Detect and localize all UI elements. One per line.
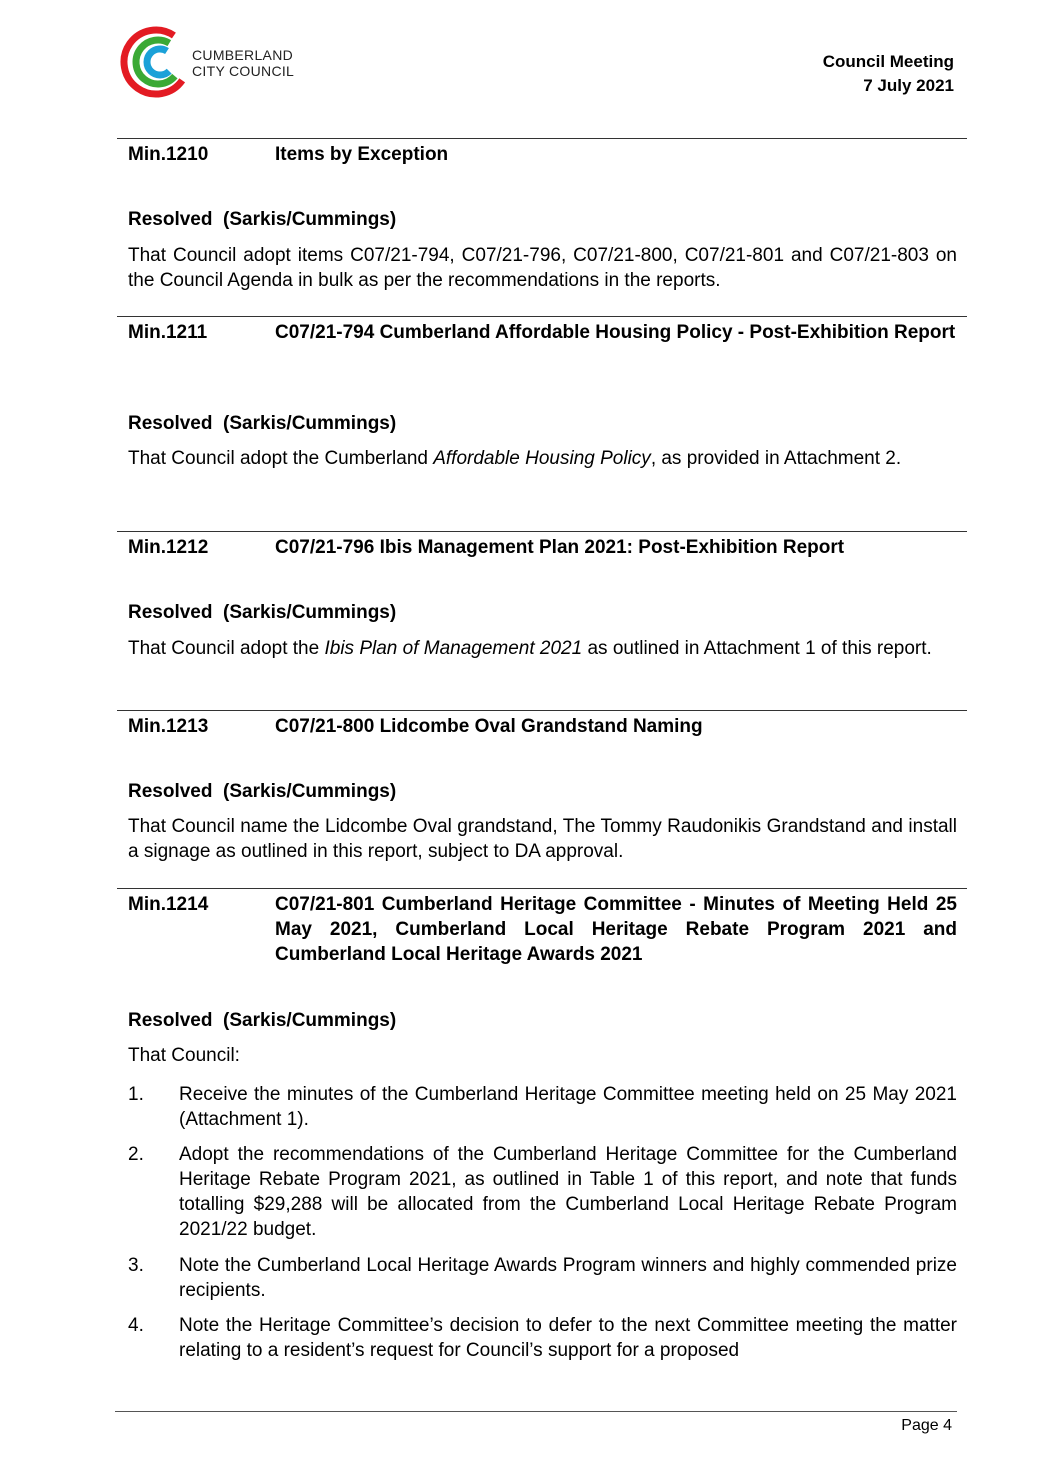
minute-title: C07/21-800 Lidcombe Oval Grandstand Naming xyxy=(275,716,703,737)
logo-wordmark xyxy=(192,47,294,79)
list-number: 4. xyxy=(128,1315,144,1336)
list-text: Receive the minutes of the Cumberland Heritage Committee meeting held on 25 May 2021 (Attachment 1). xyxy=(179,1084,957,1130)
logo-line-1: CUMBERLAND xyxy=(192,47,294,63)
logo-line-2: CITY COUNCIL xyxy=(192,63,295,79)
minute-number: Min.1214 xyxy=(128,894,209,915)
resolution-text xyxy=(128,636,957,661)
list-text: Note the Cumberland Local Heritage Awards Program winners and highly commended prize recipients. xyxy=(179,1255,957,1301)
resolution-text: That Council adopt items C07/21-794, C07/21-796, C07/21-800, C07/21-801 and C07/21-803 on the Council Agenda in bulk as per the recommendations in the reports. xyxy=(128,245,957,291)
minute-title: C07/21-801 Cumberland Heritage Committee - Minutes of Meeting Held 25 May 2021, Cumberland Local Heritage Rebate Program 2021 and Cumberland Local Heritage Awards 2021 xyxy=(275,894,957,965)
minute-number: Min.1210 xyxy=(128,144,209,165)
list-text: Adopt the recommendations of the Cumberland Heritage Committee for the Cumberland Heritage Rebate Program 2021, as outlined in Table 1 of this report, and note that funds totalling $29,288 will be allocated from the Cumberland Local Heritage Rebate Program 2021/22 budget. xyxy=(179,1144,957,1240)
minute-number: Min.1213 xyxy=(128,716,209,737)
list-number: 3. xyxy=(128,1255,144,1276)
minute-title: C07/21-796 Ibis Management Plan 2021: Post-Exhibition Report xyxy=(275,537,845,558)
list-text: Note the Heritage Committee’s decision to defer to the next Committee meeting the matter relating to a resident’s request for Council’s support for a proposed xyxy=(179,1315,957,1361)
council-logo xyxy=(120,22,320,102)
plan-name: Ibis Plan of Management 2021 xyxy=(324,638,583,659)
resolution-text-end: , as provided in Attachment 2. xyxy=(650,448,902,469)
minute-heading-1211 xyxy=(117,316,967,343)
list-item xyxy=(128,1313,957,1363)
minute-heading-1212 xyxy=(117,531,967,558)
meeting-header xyxy=(823,50,954,98)
minute-number: Min.1211 xyxy=(128,322,208,343)
minute-number: Min.1212 xyxy=(128,537,209,558)
footer-divider xyxy=(115,1411,957,1412)
resolved-label: Resolved (Sarkis/Cummings) xyxy=(128,209,397,230)
resolved-label: Resolved (Sarkis/Cummings) xyxy=(128,781,397,802)
minute-title: Items by Exception xyxy=(275,144,449,165)
list-item xyxy=(128,1082,957,1132)
minute-heading-1210 xyxy=(117,138,967,165)
list-number: 2. xyxy=(128,1144,144,1165)
resolution-intro: That Council: xyxy=(128,1045,240,1066)
minute-title: C07/21-794 Cumberland Affordable Housing Policy - Post-Exhibition Report xyxy=(275,322,956,343)
list-number: 1. xyxy=(128,1084,144,1105)
resolved-label: Resolved (Sarkis/Cummings) xyxy=(128,1010,397,1031)
resolution-text-end: as outlined in Attachment 1 of this report. xyxy=(582,638,932,659)
resolution-text: That Council name the Lidcombe Oval grandstand, The Tommy Raudonikis Grandstand and install a signage as outlined in this report, subject to DA approval. xyxy=(128,816,957,862)
list-item xyxy=(128,1142,957,1242)
council-logo-mark-icon xyxy=(120,22,192,102)
meeting-date: 7 July 2021 xyxy=(863,76,954,95)
list-item xyxy=(128,1253,957,1303)
policy-name: Affordable Housing Policy xyxy=(433,448,651,469)
minute-heading-1213 xyxy=(117,710,967,737)
resolved-label: Resolved (Sarkis/Cummings) xyxy=(128,602,397,623)
meeting-title: Council Meeting xyxy=(822,52,954,71)
page-number: Page 4 xyxy=(901,1417,952,1434)
resolution-text-start: That Council adopt the Cumberland xyxy=(128,448,434,469)
resolved-label: Resolved (Sarkis/Cummings) xyxy=(128,413,397,434)
resolution-text-start: That Council adopt the xyxy=(128,638,325,659)
resolution-text xyxy=(128,446,957,471)
minute-heading-1214 xyxy=(117,888,967,965)
